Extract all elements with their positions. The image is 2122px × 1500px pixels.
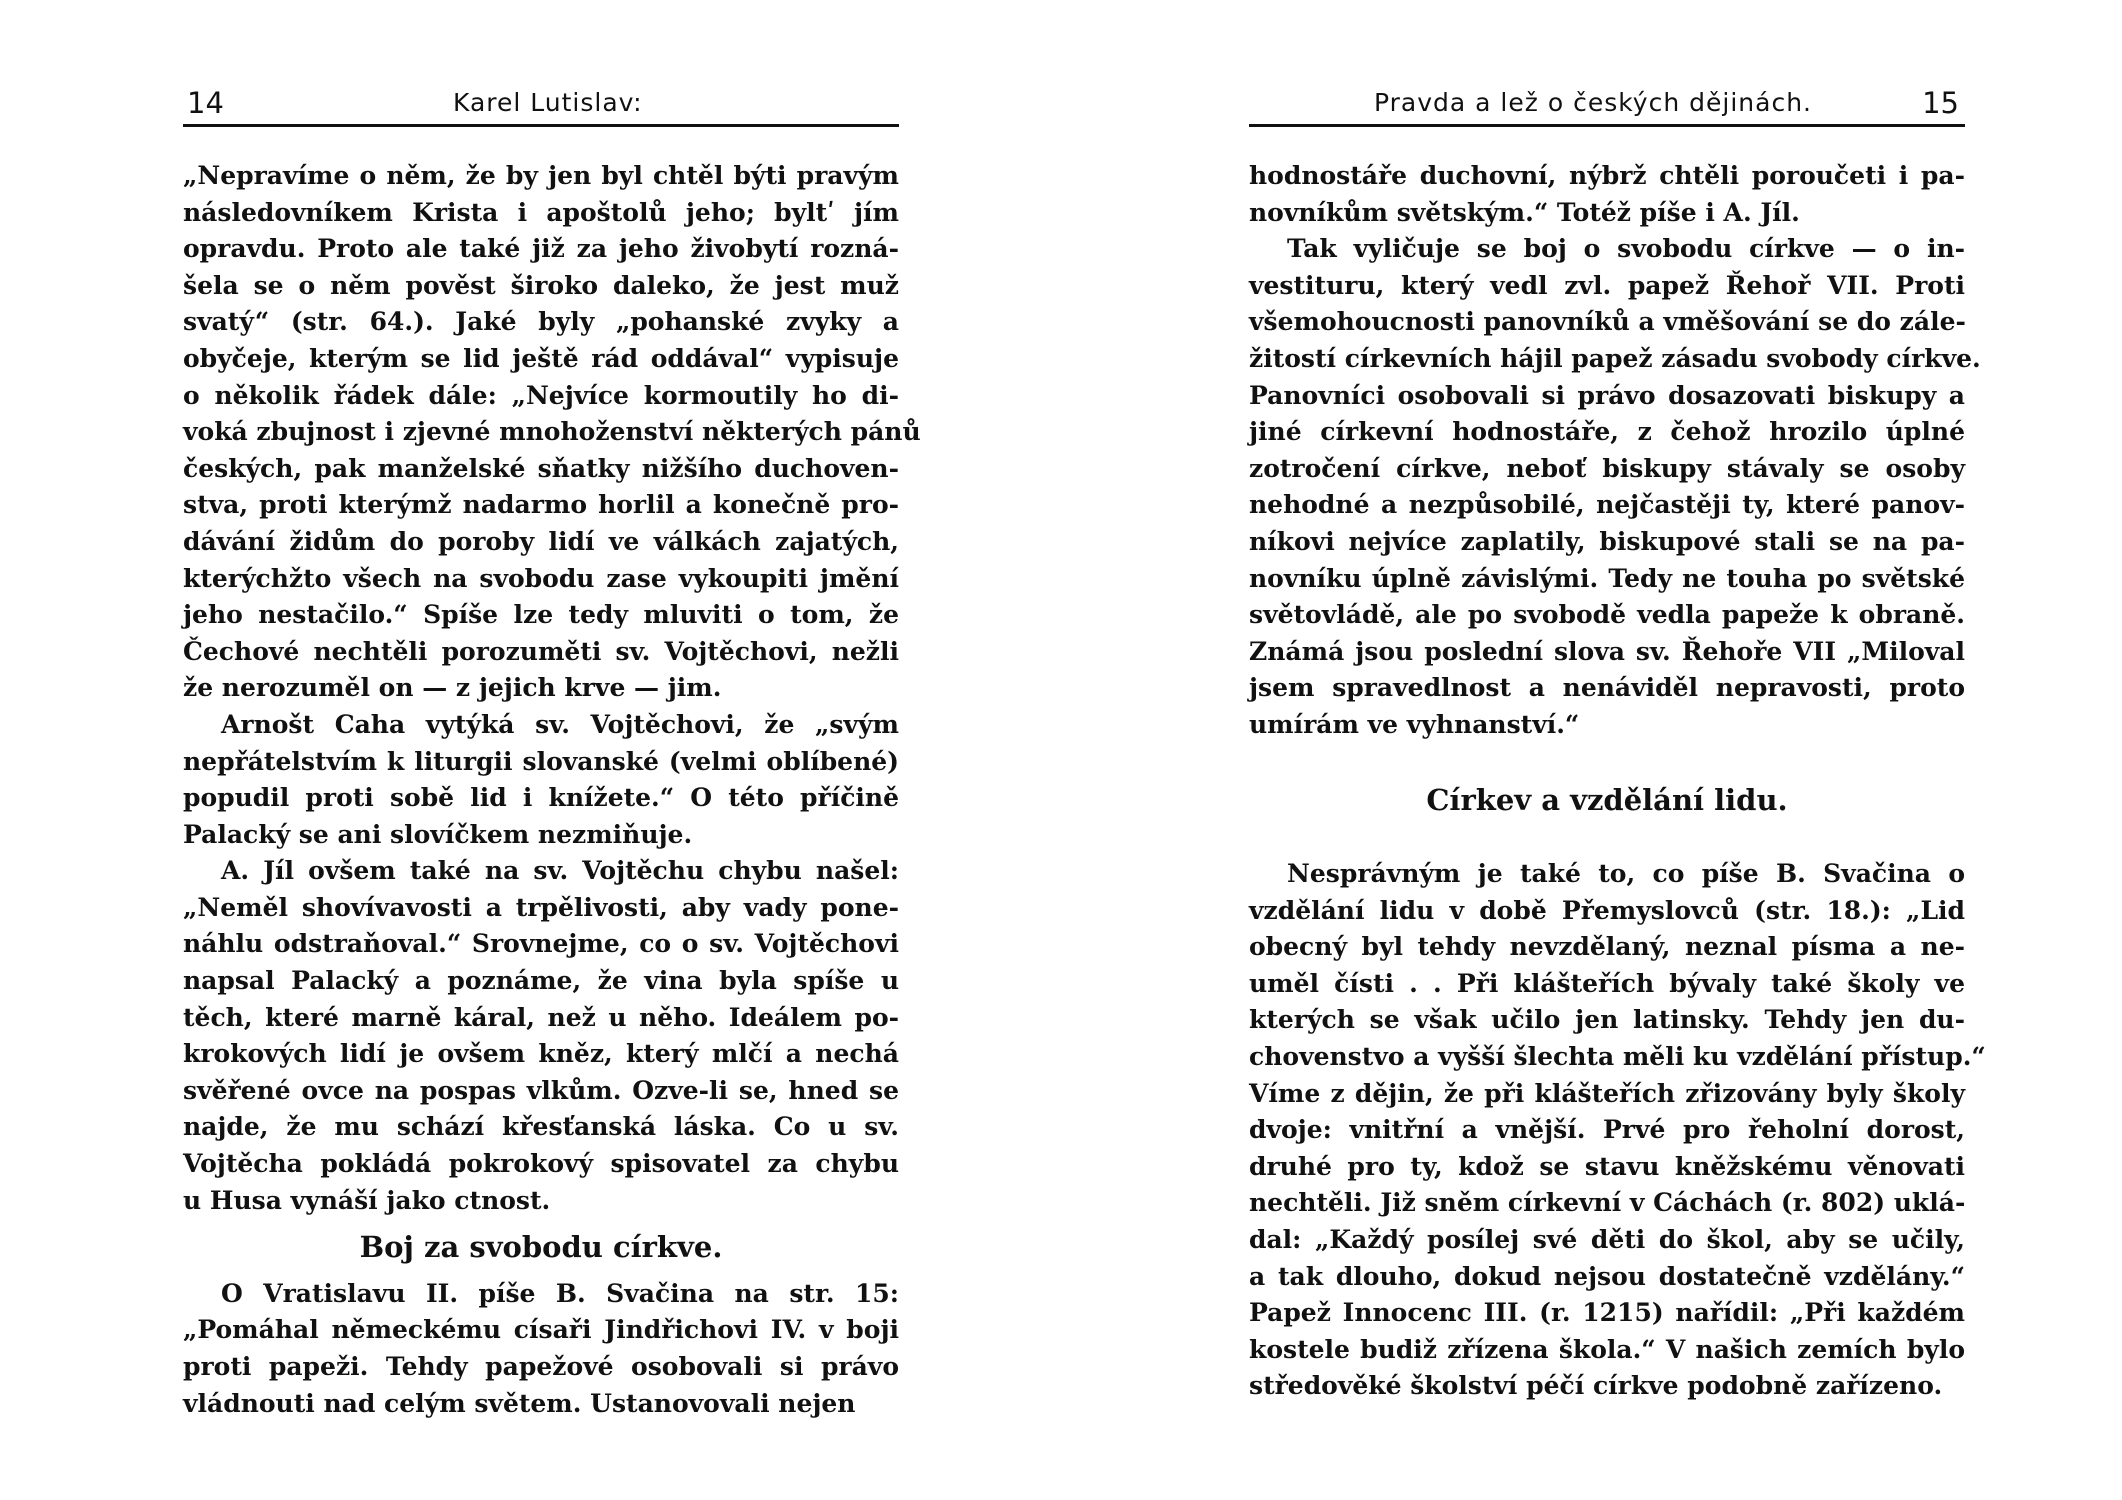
running-head [183,86,899,124]
paragraph [183,707,899,853]
text-line: „Nepravíme o něm, že by jen byl chtěl býti pravým [183,161,899,190]
text-line: dal: „Každý posílej své děti do škol, aby se učily, [1249,1225,1965,1255]
text-line: Tak vyličuje se boj o svobodu církve — o in- [1287,234,1965,264]
page-number: 15 [1922,86,1959,120]
body-text [183,158,921,1422]
text-line: vládnouti nad celým světem. Ustanovovali nejen [183,1388,856,1418]
text-line: nehodné a nezpůsobilé, nejčastěji ty, které panov- [1249,490,1965,520]
text-line: vzdělání lidu v době Přemyslovců (str. 18.): „Lid [1249,895,1965,925]
text-line: a tak dlouho, dokud nejsou dostatečně vzdělány.“ [1249,1261,1965,1291]
text-line: „Pomáhal německému císaři Jindřichovi IV. v boji [183,1315,899,1345]
text-line: kterých se však učilo jen latinsky. Tehdy jen du- [1249,1005,1965,1035]
body-text [1249,158,1986,1405]
paragraph [183,853,899,1219]
text-line: svěřené ovce na pospas vlkům. Ozve-li se, hned se [183,1075,899,1105]
paragraph [1249,158,1965,231]
text-line: A. Jíl ovšem také na sv. Vojtěchu chybu našel: [221,856,899,886]
text-line: nepřátelstvím k liturgii slovanské (velmi oblíbené) [183,746,899,776]
text-line: novníku úplně závislými. Tedy ne touha po světské [1249,563,1965,593]
text-line: nechtěli. Již sněm církevní v Cáchách (r. 802) uklá- [1249,1188,1966,1218]
text-line: stva, proti kterýmž nadarmo horlil a konečně pro- [183,490,899,520]
text-line: všemohoucnosti panovníků a vměšování se do zále- [1249,307,1966,337]
text-line: hodnostáře duchovní, nýbrž chtěli poroučeti i pa- [1249,161,1965,190]
text-line: novníkům světským.“ Totéž píše i A. Jíl. [1249,197,1800,227]
text-line: jeho nestačilo.“ Spíše lze tedy mluviti o tom, že [183,600,899,630]
text-line: Známá jsou poslední slova sv. Řehoře VII „Miloval [1249,636,1965,666]
text-line: jiné církevní hodnostáře, z čehož hrozilo úplné [1249,417,1965,447]
text-line: O Vratislavu II. píše B. Svačina na str. 15: [221,1278,899,1308]
text-line: druhé pro ty, kdož se stavu kněžskému věnovati [1249,1151,1965,1181]
text-line: Nesprávným je také to, co píše B. Svačina o [1287,859,1965,889]
text-line: světovládě, ale po svobodě vedla papeže k obraně. [1249,600,1965,630]
text-line: šela se o něm pověst široko daleko, že jest muž [183,270,899,300]
text-line: kterýchžto všech na svobodu zase vykoupiti jmění [183,563,899,593]
left-page [183,0,921,1500]
text-line: českých, pak manželské sňatky nižšího duchoven- [183,453,899,483]
text-line: proti papeži. Tehdy papežové osobovali si právo [183,1352,899,1381]
text-line: „Neměl shovívavosti a trpělivosti, aby vady pone- [183,892,899,922]
text-line: popudil proti sobě lid i knížete.“ O této příčině [183,783,899,813]
text-line: Víme z dějin, že při klášteřích zřizovány byly školy [1249,1078,1965,1108]
text-line: náhlu odstraňoval.“ Srovnejme, co o sv. Vojtěchovi [183,929,899,959]
text-line: o několik řádek dále: „Nejvíce kormoutily ho di- [183,380,899,410]
text-line: u Husa vynáší jako ctnost. [183,1185,551,1215]
text-line: svatý“ (str. 64.). Jaké byly „pohanské zvyky a [183,307,899,337]
running-head [1249,86,1965,124]
header-rule [1249,124,1965,127]
text-line: že nerozuměl on — z jejich krve — jim. [183,673,722,703]
paragraph [1249,856,1986,1405]
paragraph [183,158,921,707]
text-line: Čechové nechtěli porozuměti sv. Vojtěchovi, nežli [183,636,899,666]
text-line: Arnošt Caha vytýká sv. Vojtěchovi, že „svým [221,709,899,739]
text-line: následovníkem Krista i apoštolů jeho; byltʹ jím [183,197,899,227]
section-heading: Církev a vzdělání lidu. [1426,782,1788,817]
text-line: Palacký se ani slovíčkem nezmiňuje. [183,819,693,849]
text-line: umírám ve vyhnanství.“ [1249,709,1580,739]
text-line: obyčeje, kterým se lid ještě rád oddával“ vypisuje [183,343,899,373]
text-line: uměl čísti . . Při klášteřích bývaly také školy ve [1249,968,1965,998]
section-heading: Boj za svobodu církve. [359,1230,723,1265]
text-line: dvoje: vnitřní a vnější. Prvé pro řeholní dorost, [1249,1115,1965,1145]
text-line: opravdu. Proto ale také již za jeho živobytí rozná- [183,234,899,264]
paragraph [183,1276,899,1422]
running-title: Karel Lutislav: [453,88,643,117]
text-line: chovenstvo a vyšší šlechta měli ku vzdělání přístup.“ [1249,1042,1986,1072]
text-line: žitostí církevních hájil papež zásadu svobody církve. [1249,343,1981,373]
text-line: Panovníci osobovali si právo dosazovati biskupy a [1249,380,1965,410]
right-page [1249,0,1986,1500]
text-line: Papež Innocenc III. (r. 1215) nařídil: „Při každém [1249,1298,1965,1328]
text-line: vestituru, který vedl zvl. papež Řehoř VII. Proti [1249,270,1965,300]
text-line: níkovi nejvíce zaplatily, biskupové stali se na pa- [1249,526,1965,556]
text-line: napsal Palacký a poznáme, že vina byla spíše u [183,966,899,996]
text-line: zotročení církve, neboť biskupy stávaly se osoby [1249,453,1965,483]
paragraph [1249,231,1981,743]
text-line: jsem spravedlnost a nenáviděl nepravosti, proto [1249,673,1965,703]
text-line: najde, že mu schází křesťanská láska. Co u sv. [183,1112,899,1142]
text-line: těch, které marně káral, než u něho. Ideálem po- [183,1002,899,1032]
text-line: Vojtěcha pokládá pokrokový spisovatel za chybu [183,1149,899,1179]
text-line: krokových lidí je ovšem kněz, který mlčí a nechá [183,1039,899,1069]
running-title: Pravda a lež o českých dějinách. [1374,88,1812,117]
text-line: voká zbujnost i zjevné mnohoženství některých pánů [183,417,921,447]
text-line: kostele budiž zřízena škola.“ V našich zemích bylo [1249,1334,1965,1364]
header-rule [183,124,899,127]
page-number: 14 [187,86,224,120]
text-line: obecný byl tehdy nevzdělaný, neznal písma a ne- [1249,932,1965,962]
text-line: středověké školství péčí církve podobně zařízeno. [1249,1371,1943,1401]
text-line: dávání židům do poroby lidí ve válkách zajatých, [183,526,899,556]
